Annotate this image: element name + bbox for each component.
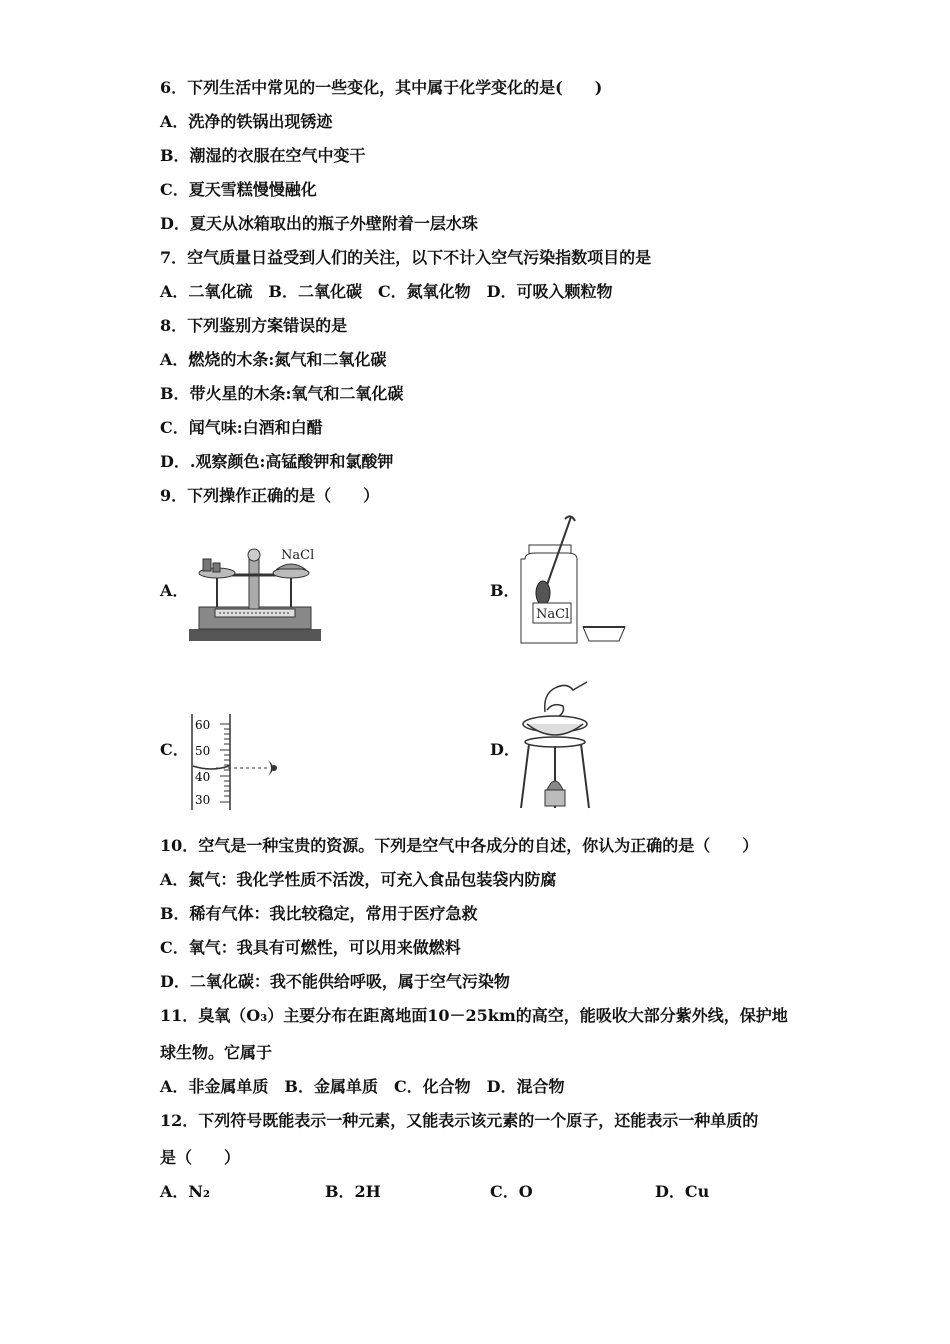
question-12-option-d: D．Cu <box>655 1182 710 1201</box>
question-6-stem: 6．下列生活中常见的一些变化，其中属于化学变化的是( ) <box>160 78 603 97</box>
question-10-option-b: B．稀有气体：我比较稳定，常用于医疗急救 <box>160 904 478 923</box>
question-6-option-a: A．洗净的铁锅出现锈迹 <box>160 112 333 131</box>
question-12-option-b: B．2H <box>325 1182 381 1201</box>
question-11-options: A．非金属单质 B．金属单质 C．化合物 D．混合物 <box>160 1077 565 1096</box>
question-9-option-b: B． <box>490 581 520 600</box>
reagent-bottle-spoon-figure <box>515 515 630 647</box>
hand-icon <box>545 682 587 712</box>
question-9-option-c: C． <box>160 740 189 759</box>
question-10-stem: 10．空气是一种宝贵的资源。下列是空气中各成分的自述，你认为正确的是（ ） <box>160 836 759 855</box>
question-6-option-d: D．夏天从冰箱取出的瓶子外壁附着一层水珠 <box>160 214 478 233</box>
question-6-option-b: B．潮湿的衣服在空气中变干 <box>160 146 366 165</box>
question-9-option-a: A． <box>160 581 189 600</box>
question-8-stem: 8．下列鉴别方案错误的是 <box>160 316 348 335</box>
question-8-option-b: B．带火星的木条:氧气和二氧化碳 <box>160 384 404 403</box>
question-7-options: A．二氧化硫 B．二氧化碳 C．氮氧化物 D．可吸入颗粒物 <box>160 282 613 301</box>
question-6-option-c: C．夏天雪糕慢慢融化 <box>160 180 317 199</box>
question-9-option-d: D． <box>490 740 520 759</box>
question-9-stem: 9．下列操作正确的是（ ） <box>160 486 380 505</box>
question-11-stem-line-2: 球生物。它属于 <box>160 1043 273 1062</box>
question-12-option-c: C．O <box>490 1182 533 1201</box>
balance-scale-figure <box>185 545 325 645</box>
question-11-stem-line-1: 11．臭氧（O₃）主要分布在距离地面10－25km的高空，能吸收大部分紫外线，保护地 <box>160 1006 788 1025</box>
evaporating-dish-tripod-figure <box>515 680 595 812</box>
question-8-option-a: A．燃烧的木条:氮气和二氧化碳 <box>160 350 387 369</box>
nacl-label-b: NaCl <box>536 607 570 622</box>
question-12-stem-line-1: 12．下列符号既能表示一种元素，又能表示该元素的一个原子，还能表示一种单质的 <box>160 1111 759 1130</box>
tick-label-40: 40 <box>195 770 211 784</box>
nacl-label-a: NaCl <box>281 548 315 563</box>
question-8-option-d: D．.观察颜色:高锰酸钾和氯酸钾 <box>160 452 394 471</box>
question-7-stem: 7．空气质量日益受到人们的关注，以下不计入空气污染指数项目的是 <box>160 248 652 267</box>
question-12-option-a: A．N₂ <box>160 1182 211 1201</box>
tick-label-60: 60 <box>195 718 211 732</box>
question-10-option-c: C．氧气：我具有可燃性，可以用来做燃料 <box>160 938 461 957</box>
graduated-cylinder-figure <box>188 712 288 812</box>
tick-label-30: 30 <box>195 793 211 807</box>
question-12-stem-line-2: 是（ ） <box>160 1148 241 1167</box>
question-10-option-a: A．氮气：我化学性质不活泼，可充入食品包装袋内防腐 <box>160 870 557 889</box>
alcohol-lamp-icon <box>545 790 565 806</box>
tick-label-50: 50 <box>195 744 211 758</box>
question-8-option-c: C．闻气味:白酒和白醋 <box>160 418 323 437</box>
question-10-option-d: D．二氧化碳：我不能供给呼吸，属于空气污染物 <box>160 972 510 991</box>
